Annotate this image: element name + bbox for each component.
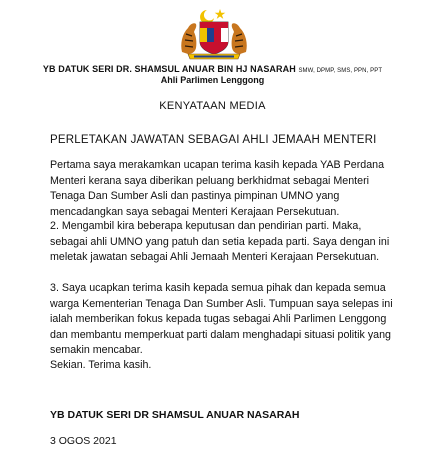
coat-of-arms-icon bbox=[174, 6, 254, 60]
paragraph-line: Tenaga Dan Sumber Asli dan pastinya pimpinan UMNO yang bbox=[50, 190, 340, 203]
statement-date: 3 OGOS 2021 bbox=[50, 435, 117, 447]
paragraph-line: meletak jawatan sebagai Ahli Jemaah Menteri Kerajaan Persekutuan. bbox=[50, 251, 380, 264]
coat-of-arms-emblem bbox=[174, 6, 254, 60]
paragraph-line: Sekian. Terima kasih. bbox=[50, 359, 152, 371]
paragraph-line: ialah memberikan fokus kepada tugas sebagai Ahli Parlimen Lenggong bbox=[50, 313, 387, 326]
paragraph-line: Pertama saya merakamkan ucapan terima kasih kepada YAB Perdana bbox=[50, 159, 385, 171]
minister-name: YB DATUK SERI DR. SHAMSUL ANUAR BIN HJ NASARAH bbox=[42, 64, 296, 74]
closing-line bbox=[50, 358, 385, 374]
honorifics: SMW, DPMP, SMS, PPN, PPT bbox=[298, 68, 383, 74]
paragraph-line: mencadangkan saya sebagai Menteri Kerajaan Persekutuan. bbox=[50, 205, 340, 218]
paragraph-line: warga Kementerian Tenaga Dan Sumber Asli. Tumpuan saya selepas ini bbox=[50, 297, 393, 310]
paragraph-line: semakin mencabar. bbox=[50, 344, 143, 357]
paragraph-2 bbox=[50, 219, 390, 266]
paragraph-line: dan membantu memperkuat parti dalam menghadapi situasi politik yang bbox=[50, 328, 391, 341]
paragraph-line: 2. Mengambil kira beberapa keputusan dan pendirian parti. Maka, bbox=[50, 220, 362, 232]
paragraph-1 bbox=[50, 158, 385, 220]
minister-name-header bbox=[0, 64, 425, 74]
paragraph-line: sebagai ahli UMNO yang patuh dan setia kepada parti. Saya dengan ini bbox=[50, 235, 390, 248]
paragraph-line: Menteri kerana saya diberikan peluang berkhidmat sebagai Menteri bbox=[50, 174, 370, 187]
subject-heading: PERLETAKAN JAWATAN SEBAGAI AHLI JEMAAH MENTERI bbox=[50, 134, 377, 146]
signature-name: YB DATUK SERI DR SHAMSUL ANUAR NASARAH bbox=[50, 409, 300, 421]
paragraph-line: 3. Saya ucapkan terima kasih kepada semua pihak dan kepada semua bbox=[50, 282, 386, 294]
paragraph-3 bbox=[50, 281, 393, 359]
document-type-heading: KENYATAAN MEDIA bbox=[159, 100, 266, 112]
minister-role: Ahli Parlimen Lenggong bbox=[160, 75, 265, 85]
